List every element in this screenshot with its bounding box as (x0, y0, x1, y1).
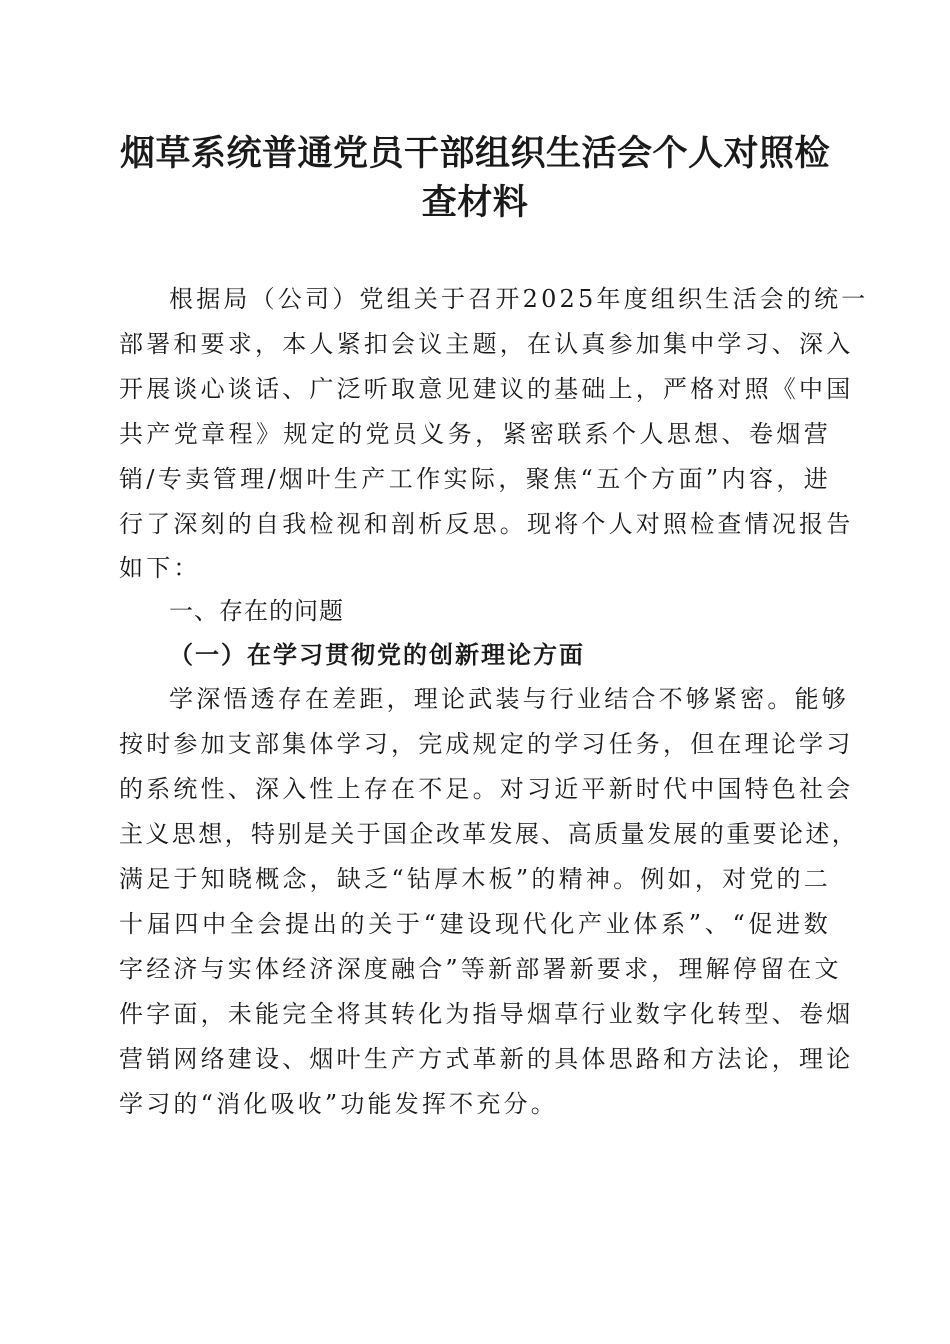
title-line-1: 烟草系统普通党员干部组织生活会个人对照检 (119, 134, 830, 174)
paragraph-line-3: 的系统性、深入性上存在不足。对习近平新时代中国特色社会 (119, 775, 854, 803)
subsection-heading-theory: （一）在学习贯彻党的创新理论方面 (169, 640, 585, 669)
paragraph-line-6: 十届四中全会提出的关于“建设现代化产业体系”、“促进数 (119, 910, 831, 938)
paragraph-line-10: 学习的“消化吸收”功能发挥不充分。 (119, 1090, 558, 1118)
intro-line-6: 行了深刻的自我检视和剖析反思。现将个人对照检查情况报告 (119, 510, 854, 538)
intro-line-1: 根据局（公司）党组关于召开2025年度组织生活会的统一 (169, 285, 869, 313)
document-title (110, 130, 840, 228)
intro-line-4: 共产党章程》规定的党员义务，紧密联系个人思想、卷烟营 (119, 420, 831, 448)
paragraph-line-5: 满足于知晓概念，缺乏“钻厚木板”的精神。例如，对党的二 (119, 865, 831, 893)
intro-line-7: 如下： (119, 554, 201, 582)
paragraph-line-9: 营销网络建设、烟叶生产方式革新的具体思路和方法论，理论 (119, 1045, 854, 1073)
intro-line-3: 开展谈心谈话、广泛听取意见建议的基础上，严格对照《中国 (119, 375, 854, 403)
paragraph-line-7: 字经济与实体经济深度融合”等新部署新要求，理解停留在文 (119, 955, 842, 983)
paragraph-line-1: 学深悟透存在差距，理论武装与行业结合不够紧密。能够 (169, 685, 849, 713)
intro-line-5: 销/专卖管理/烟叶生产工作实际，聚焦“五个方面”内容，进 (119, 465, 831, 493)
paragraph-line-4: 主义思想，特别是关于国企改革发展、高质量发展的重要论述， (119, 820, 859, 848)
title-line-2: 查材料 (421, 183, 529, 223)
paragraph-line-8: 件字面，未能完全将其转化为指导烟草行业数字化转型、卷烟 (119, 1000, 854, 1028)
intro-line-2: 部署和要求，本人紧扣会议主题，在认真参加集中学习、深入 (119, 330, 854, 358)
section-heading-problems: 一、存在的问题 (169, 597, 344, 625)
paragraph-line-2: 按时参加支部集体学习，完成规定的学习任务，但在理论学习 (119, 730, 854, 758)
